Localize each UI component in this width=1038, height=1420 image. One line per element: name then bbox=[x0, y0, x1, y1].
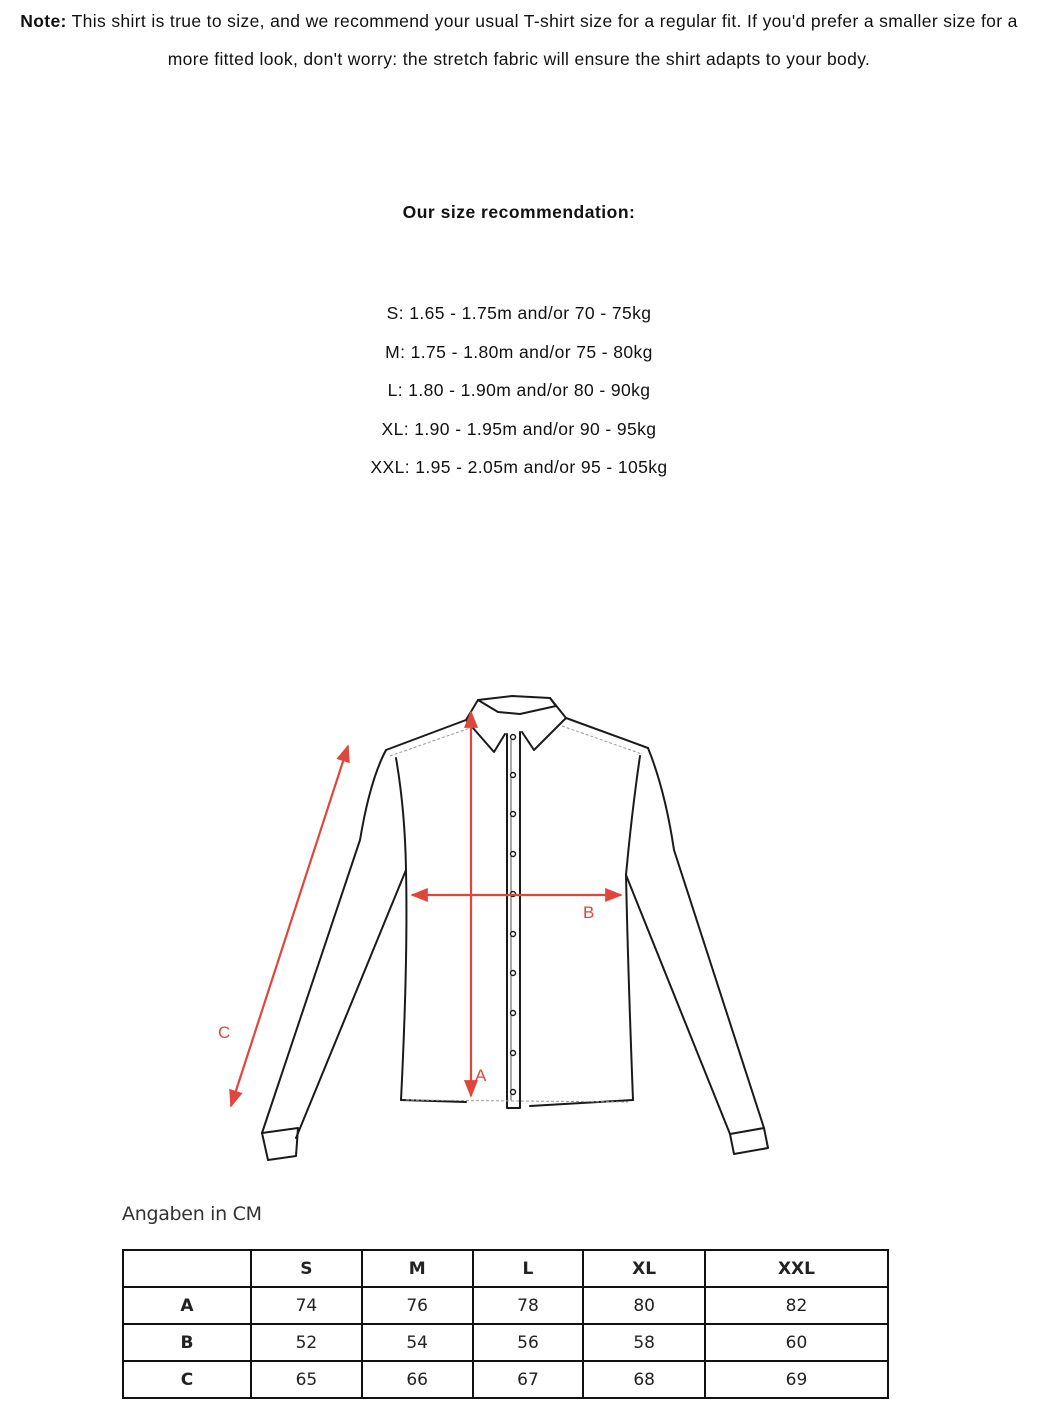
recommendation-item: L: 1.80 - 1.90m and/or 80 - 90kg bbox=[387, 380, 651, 400]
size-recommendation-list bbox=[0, 294, 1038, 487]
measurement-value: 82 bbox=[705, 1287, 888, 1324]
size-header: M bbox=[362, 1250, 473, 1287]
size-header: XL bbox=[583, 1250, 705, 1287]
size-note bbox=[20, 2, 1018, 78]
table-row bbox=[123, 1287, 888, 1324]
measurement-label: B bbox=[123, 1324, 251, 1361]
size-header: S bbox=[251, 1250, 362, 1287]
size-header: XXL bbox=[705, 1250, 888, 1287]
size-recommendation-heading: Our size recommendation: bbox=[402, 202, 636, 222]
measurement-label: C bbox=[123, 1361, 251, 1398]
measurement-value: 60 bbox=[705, 1324, 888, 1361]
measurement-label: A bbox=[123, 1287, 251, 1324]
measurement-value: 76 bbox=[362, 1287, 473, 1324]
table-row bbox=[123, 1324, 888, 1361]
recommendation-item: XXL: 1.95 - 2.05m and/or 95 - 105kg bbox=[370, 457, 668, 477]
shirt-measurement-diagram bbox=[0, 640, 1038, 1190]
label-c: C bbox=[218, 1023, 231, 1042]
measurement-value: 52 bbox=[251, 1324, 362, 1361]
shirt-seams bbox=[390, 726, 642, 1102]
measurement-value: 74 bbox=[251, 1287, 362, 1324]
table-row bbox=[123, 1361, 888, 1398]
table-header-row bbox=[123, 1250, 888, 1287]
measurement-value: 68 bbox=[583, 1361, 705, 1398]
measurement-value: 65 bbox=[251, 1361, 362, 1398]
label-a: A bbox=[475, 1066, 487, 1085]
table-caption: Angaben in CM bbox=[122, 1203, 262, 1225]
measurement-value: 67 bbox=[473, 1361, 584, 1398]
measurement-value: 78 bbox=[473, 1287, 584, 1324]
measurement-value: 56 bbox=[473, 1324, 584, 1361]
measurement-value: 54 bbox=[362, 1324, 473, 1361]
measurement-value: 80 bbox=[583, 1287, 705, 1324]
recommendation-item: M: 1.75 - 1.80m and/or 75 - 80kg bbox=[385, 341, 653, 362]
measurement-arrows bbox=[231, 712, 621, 1106]
measurement-value: 69 bbox=[705, 1361, 888, 1398]
note-text: This shirt is true to size, and we recommend your usual T-shirt size for a regular fit. If you'd prefer a smaller size for a more fitted look, don't worry: the stretch fabric will ensure the shirt adapts to your body. bbox=[71, 11, 1018, 69]
size-header: L bbox=[473, 1250, 584, 1287]
size-chart-table bbox=[122, 1249, 889, 1399]
measurement-value: 66 bbox=[362, 1361, 473, 1398]
recommendation-item: S: 1.65 - 1.75m and/or 70 - 75kg bbox=[386, 303, 652, 323]
recommendation-item: XL: 1.90 - 1.95m and/or 90 - 95kg bbox=[381, 418, 657, 439]
note-label: Note: bbox=[20, 11, 67, 31]
label-b: B bbox=[583, 903, 595, 922]
table-corner-cell bbox=[123, 1250, 251, 1287]
measurement-value: 58 bbox=[583, 1324, 705, 1361]
